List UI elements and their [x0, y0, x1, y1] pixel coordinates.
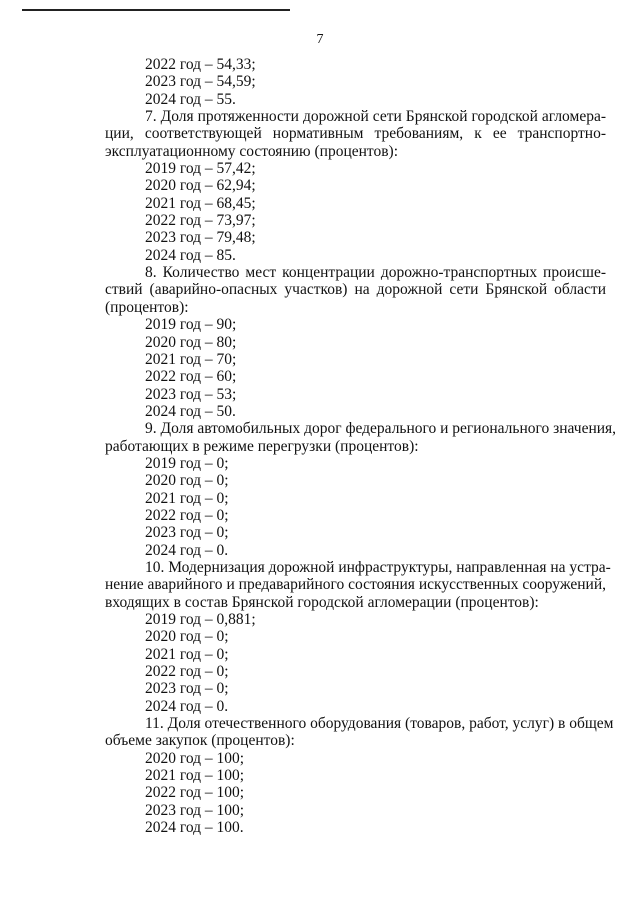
indicator-year-value: 2023 год – 0;: [145, 680, 229, 698]
indicator-year-value: 2020 год – 80;: [145, 333, 237, 351]
document-body: [0, 56, 640, 836]
indicator-year-value: 2023 год – 79,48;: [145, 229, 256, 247]
indicator-year-value: 2024 год – 0.: [145, 541, 229, 559]
indicator-year-value: 2021 год – 0;: [145, 645, 229, 663]
indicator-year-value: 2020 год – 0;: [145, 628, 229, 646]
indicator-year-value: 2022 год – 73,97;: [145, 212, 256, 230]
indicator-heading-line: работающих в режиме перегрузки (процентов):: [105, 437, 419, 455]
indicator-heading-line: ствий (аварийно-опасных участков) на дорожной сети Брянской области: [105, 281, 606, 299]
indicator-year-value: 2023 год – 0;: [145, 524, 229, 542]
indicator-year-value: 2020 год – 62,94;: [145, 177, 256, 195]
indicator-year-value: 2019 год – 0,881;: [145, 611, 256, 628]
indicator-heading-line: эксплуатационному состоянию (процентов):: [105, 142, 399, 160]
indicator-year-value: 2023 год – 100;: [145, 801, 245, 819]
indicator-year-value: 2019 год – 90;: [145, 316, 237, 334]
indicator-year-value: 2022 год – 60;: [145, 368, 237, 386]
indicator-heading: [0, 264, 640, 316]
indicator-heading: [0, 559, 640, 611]
indicator-year-value: 2019 год – 57,42;: [145, 160, 256, 178]
indicator-heading-line: ции, соответствующей нормативным требованиям, к ее транспортно-: [105, 125, 606, 143]
indicator-year-value: 2024 год – 50.: [145, 402, 236, 420]
indicator-year-value: 2021 год – 100;: [145, 767, 245, 785]
indicator-year-value: 2020 год – 0;: [145, 472, 229, 490]
indicator-heading-line: 7. Доля протяженности дорожной сети Брянской городской агломера-: [145, 108, 606, 126]
indicator-heading-line: 9. Доля автомобильных дорог федерального и регионального значения,: [145, 420, 617, 438]
indicator-heading: [0, 715, 640, 750]
indicator-year-value: 2023 год – 53;: [145, 385, 237, 403]
indicator-year-value: 2019 год – 0;: [145, 454, 229, 472]
indicator-year-value: 2022 год – 0;: [145, 506, 229, 524]
indicator-heading-line: (процентов):: [105, 298, 189, 316]
indicator-year-value: 2021 год – 70;: [145, 350, 237, 368]
indicator-heading-line: нение аварийного и предаварийного состояния искусственных сооружений,: [105, 576, 606, 594]
indicator-heading-line: объеме закупок (процентов):: [105, 732, 295, 750]
indicator-year-value: 2023 год – 54,59;: [145, 73, 256, 91]
indicator-year-value: 2022 год – 0;: [145, 663, 229, 681]
indicator-year-value: 2022 год – 100;: [145, 784, 245, 802]
indicator-heading: [0, 420, 640, 455]
indicator-year-value: 2024 год – 100.: [145, 819, 244, 837]
indicator-heading-line: 11. Доля отечественного оборудования (товаров, работ, услуг) в общем: [145, 715, 614, 733]
indicator-year-value: 2024 год – 55.: [145, 90, 236, 108]
indicator-year-value: 2021 год – 68,45;: [145, 194, 256, 212]
indicator-year-value: 2021 год – 0;: [145, 489, 229, 507]
indicator-year-value: 2024 год – 85.: [145, 246, 236, 264]
indicator-year-value: 2022 год – 54,33;: [145, 56, 256, 73]
top-rule: [22, 9, 290, 11]
indicator-heading: [0, 108, 640, 160]
indicator-year-value: 2024 год – 0.: [145, 697, 229, 715]
page-number: 7: [316, 32, 324, 47]
indicator-heading-line: входящих в состав Брянской городской агломерации (процентов):: [105, 593, 539, 611]
indicator-year-value: 2020 год – 100;: [145, 749, 245, 767]
indicator-heading-line: 10. Модернизация дорожной инфраструктуры, направленная на устра-: [145, 558, 611, 576]
indicator-heading-line: 8. Количество мест концентрации дорожно-транспортных происше-: [145, 264, 606, 282]
